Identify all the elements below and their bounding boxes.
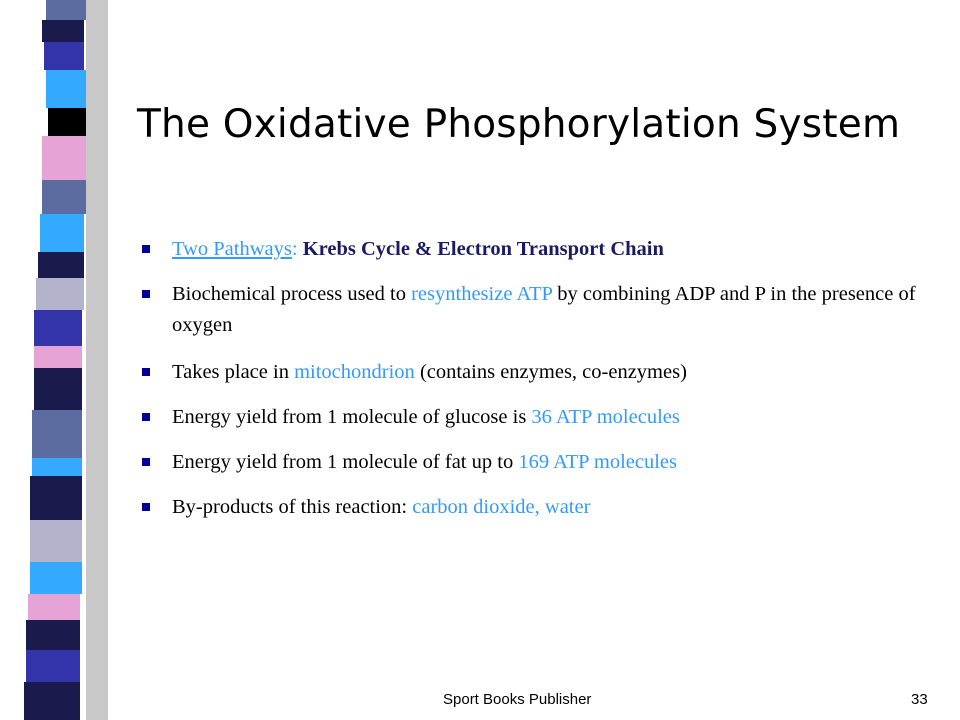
bullet-text: By-products of this reaction: [172,496,413,518]
strip-block [44,42,84,70]
bullet-item [142,357,942,388]
strip-block [36,278,84,310]
strip-block [28,594,80,620]
strip-block [26,650,80,682]
two-pathways-link[interactable]: Two Pathways [172,238,292,260]
strip-block [30,562,82,594]
bullet-text: (contains enzymes, co-enzymes) [414,361,687,383]
strip-block [46,0,86,20]
strip-block [48,108,86,136]
strip-block [30,520,82,562]
strip-shadow [86,0,108,720]
bullet-item [142,447,942,478]
bullet-text: by combining ADP and P in the presence of oxygen [172,283,916,336]
bullet-marker-icon [142,503,150,511]
bullet-list [142,234,942,537]
bullet-item [142,234,942,265]
strip-block [40,214,84,252]
bullet-text: Energy yield from 1 molecule of glucose is [172,406,532,428]
strip-block [38,252,84,278]
bullet-highlight: resynthesize ATP [411,283,553,305]
bullet-colon: : [291,238,298,260]
bullet-item [142,492,942,523]
bullet-item [142,402,942,433]
page-number: 33 [911,691,928,708]
bullet-item [142,279,942,341]
bullet-text: Energy yield from 1 molecule of fat up to [172,451,519,473]
bullet-highlight: mitochondrion [294,361,415,383]
strip-block [34,346,82,368]
strip-block [26,620,80,650]
bullet-bold-text: Krebs Cycle & Electron Transport Chain [297,238,664,260]
strip-block [42,20,84,42]
strip-block [34,310,82,346]
strip-block [32,458,82,476]
bullet-marker-icon [142,245,150,253]
slide-title: The Oxidative Phosphorylation System [137,102,901,147]
bullet-marker-icon [142,458,150,466]
strip-block [30,476,82,520]
bullet-highlight: 169 ATP molecules [518,451,678,473]
strip-block [32,410,82,458]
strip-block [46,70,86,108]
bullet-highlight: 36 ATP molecules [531,406,680,428]
decorative-color-strip [0,0,110,720]
bullet-text: Biochemical process used to [172,283,412,305]
strip-block [42,136,86,180]
strip-block [42,180,86,214]
bullet-highlight: carbon dioxide, water [412,496,591,518]
strip-block [24,682,80,720]
bullet-text: Takes place in [172,361,295,383]
strip-block [34,368,82,410]
bullet-marker-icon [142,413,150,421]
footer-publisher: Sport Books Publisher [443,691,592,708]
bullet-marker-icon [142,290,150,298]
bullet-marker-icon [142,368,150,376]
